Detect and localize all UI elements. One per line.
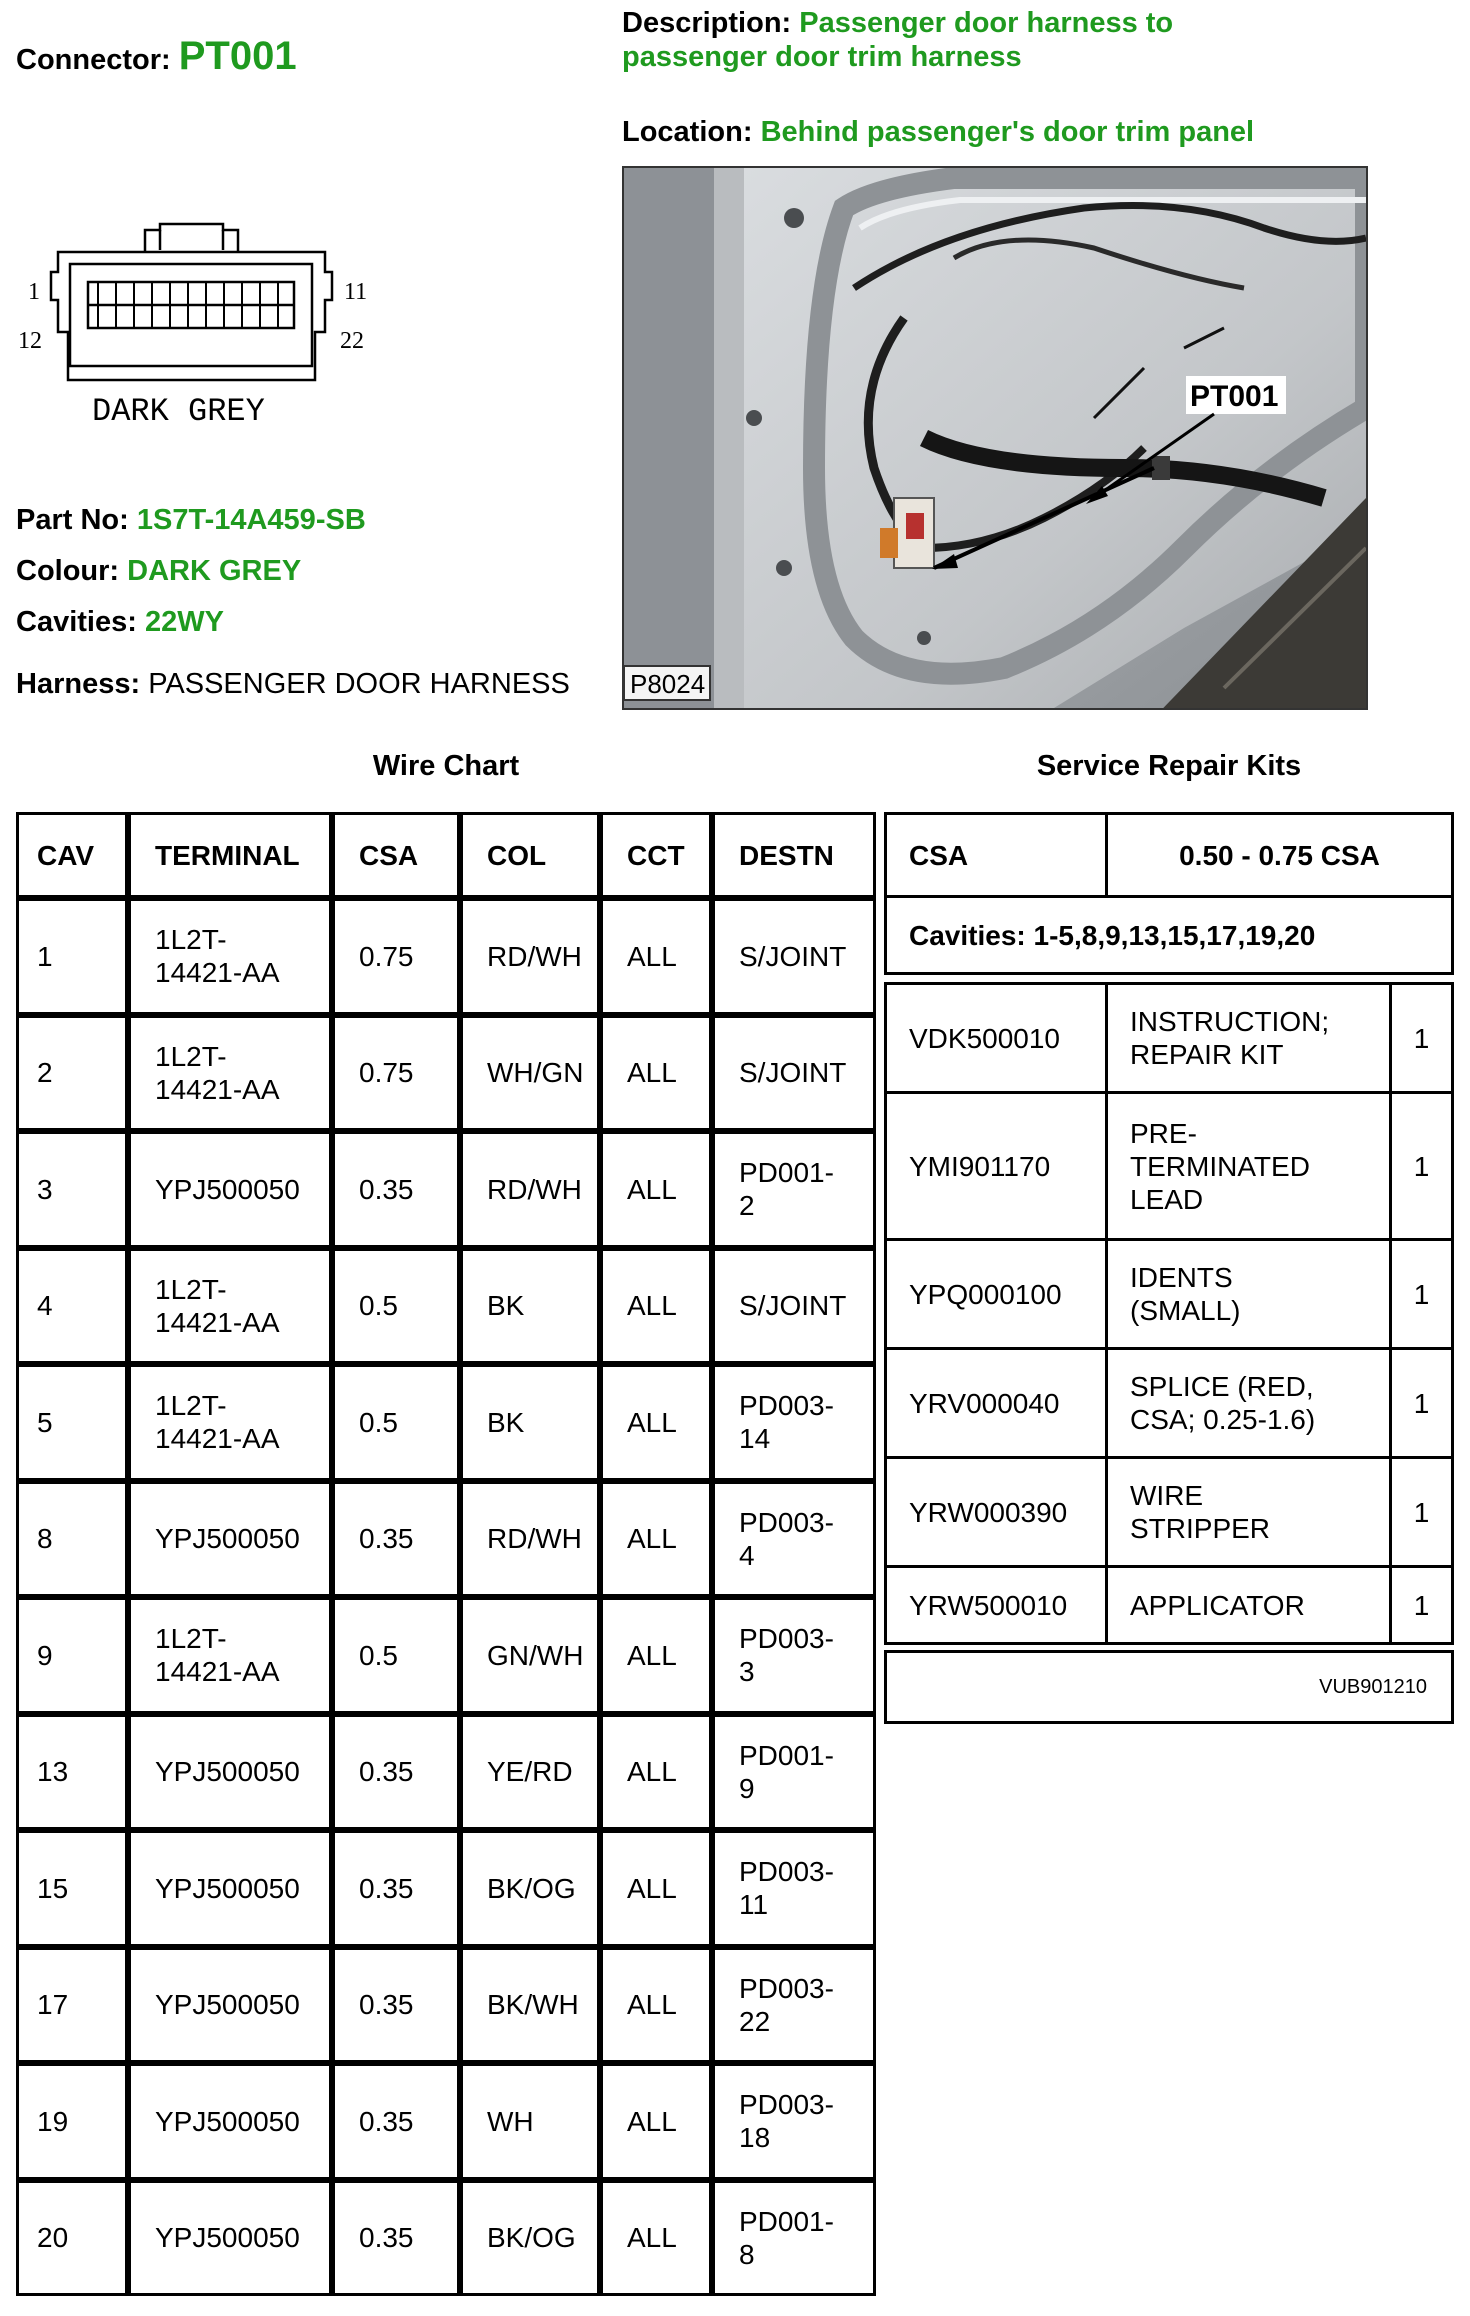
wire-chart-cell: [16, 2180, 128, 2297]
part-number-line: [16, 504, 366, 537]
cell-text: 1L2T- 14421-AA: [155, 1623, 280, 1688]
wire-chart-cell: [600, 1015, 712, 1132]
kit-item-description-text: PRE- TERMINATED LEAD: [1130, 1117, 1310, 1215]
cell-text: RD/WH: [487, 1523, 582, 1555]
cell-text: DESTN: [739, 839, 834, 871]
wire-chart-header-cell: [332, 812, 460, 898]
kit-item-code: YPQ000100: [909, 1278, 1062, 1310]
wire-chart-cell: [460, 1947, 600, 2064]
wire-chart-cell: [712, 898, 876, 1015]
harness-label: Harness:: [16, 668, 141, 700]
cell-text: YPJ500050: [155, 1173, 300, 1205]
wire-chart-cell: [600, 1714, 712, 1831]
cell-text: ALL: [627, 1639, 677, 1671]
connector-face-diagram: [10, 220, 380, 440]
cell-text: 0.35: [359, 1872, 414, 1904]
kit-item-description: [1105, 1350, 1389, 1456]
kit-item-code: YRW000390: [909, 1496, 1068, 1528]
wire-chart-cell: [460, 898, 600, 1015]
wire-chart-cell: [16, 1714, 128, 1831]
kit-item-code: YMI901170: [909, 1150, 1051, 1182]
kit-item-description-text: SPLICE (RED, CSA; 0.25-1.6): [1130, 1371, 1316, 1435]
cell-text: WH/GN: [487, 1057, 584, 1089]
wire-chart-cell: [332, 1248, 460, 1365]
cell-text: 0.5: [359, 1406, 398, 1438]
cavities-value: 22WY: [144, 606, 224, 638]
kit-item-row: [884, 1456, 1454, 1568]
wire-chart-cell: [460, 1364, 600, 1481]
cell-text: 15: [37, 1872, 69, 1904]
connector-code: PT001: [178, 34, 297, 78]
wire-chart-cell: [712, 1481, 876, 1598]
wire-chart-cell: [712, 2063, 876, 2180]
description-value: Passenger door harness to passenger door trim harness: [622, 7, 1174, 73]
cell-text: 0.75: [359, 1057, 414, 1089]
cavities-label: Cavities:: [16, 606, 137, 638]
photo-id-label: P8024: [630, 669, 706, 699]
connector-label: Connector:: [16, 44, 171, 76]
cell-text: 1: [37, 940, 53, 972]
cell-text: YPJ500050: [155, 1989, 300, 2021]
wire-chart-cell: [16, 1015, 128, 1132]
cell-text: 13: [37, 1756, 69, 1788]
wire-chart-cell: [600, 2063, 712, 2180]
kits-csa-label: CSA: [909, 839, 969, 871]
wire-chart-cell: [712, 1597, 876, 1714]
kit-item-quantity: 1: [1389, 1241, 1451, 1347]
cell-text: YPJ500050: [155, 2222, 300, 2254]
pin-label-22: 22: [340, 328, 364, 354]
wire-chart-cell: [332, 898, 460, 1015]
pin-label-1: 1: [28, 279, 40, 305]
cell-text: PD003- 14: [739, 1390, 834, 1455]
kits-csa-row: [884, 812, 1454, 898]
repair-kits-table: [884, 812, 1454, 1762]
description-label: Description:: [622, 7, 792, 39]
kit-item-description: [1105, 1241, 1389, 1347]
harness-line: [16, 668, 570, 701]
cell-text: PD003- 3: [739, 1623, 834, 1688]
location-label: Location:: [622, 116, 753, 148]
cell-text: S/JOINT: [739, 940, 847, 972]
cell-text: 1L2T- 14421-AA: [155, 1273, 280, 1338]
wire-chart-title: Wire Chart: [372, 750, 520, 782]
wire-chart-cell: [712, 1248, 876, 1365]
cell-text: PD003- 4: [739, 1506, 834, 1571]
cell-text: PD001- 8: [739, 2205, 834, 2270]
wire-chart-cell: [128, 1947, 332, 2064]
wire-chart-cell: [460, 1481, 600, 1598]
cell-text: 19: [37, 2105, 69, 2137]
colour-value: DARK GREY: [127, 555, 302, 587]
wire-chart-cell: [712, 1364, 876, 1481]
cell-text: 0.35: [359, 1173, 414, 1205]
cell-text: CCT: [627, 839, 685, 871]
pin-label-12: 12: [18, 328, 42, 354]
wire-chart-cell: [712, 2180, 876, 2297]
cell-text: BK/WH: [487, 1989, 579, 2021]
kit-item-description-text: APPLICATOR: [1130, 1589, 1305, 1621]
kit-item-description-text: INSTRUCTION; REPAIR KIT: [1130, 1006, 1330, 1070]
wire-chart-cell: [16, 1597, 128, 1714]
cell-text: 0.75: [359, 940, 414, 972]
cell-text: YPJ500050: [155, 2105, 300, 2137]
cell-text: ALL: [627, 1173, 677, 1205]
wire-chart-cell: [332, 1131, 460, 1248]
wire-chart-cell: [16, 898, 128, 1015]
kit-item-description: [1105, 1568, 1389, 1642]
cell-text: PD003- 11: [739, 1856, 834, 1921]
wire-chart-cell: [460, 1714, 600, 1831]
wire-chart-cell: [600, 1131, 712, 1248]
description-block: [622, 6, 1182, 74]
cell-text: S/JOINT: [739, 1290, 847, 1322]
wire-chart-cell: [16, 1131, 128, 1248]
wire-chart-cell: [128, 1248, 332, 1365]
cell-text: 3: [37, 1173, 53, 1205]
connector-colour-text: DARK GREY: [92, 393, 265, 430]
wire-chart-cell: [128, 1481, 332, 1598]
colour-line: [16, 555, 301, 588]
wire-chart-header-cell: [460, 812, 600, 898]
kit-item-quantity: 1: [1389, 1568, 1451, 1642]
cell-text: 2: [37, 1057, 53, 1089]
cell-text: 9: [37, 1639, 53, 1671]
cell-text: RD/WH: [487, 1173, 582, 1205]
wire-chart-cell: [712, 1830, 876, 1947]
wire-chart-cell: [128, 1830, 332, 1947]
cell-text: 0.35: [359, 1523, 414, 1555]
cell-text: PD003- 18: [739, 2089, 834, 2154]
wire-chart-cell: [600, 1830, 712, 1947]
wire-chart-cell: [460, 1597, 600, 1714]
wire-chart-cell: [332, 1481, 460, 1598]
wire-chart-cell: [460, 1015, 600, 1132]
location-line: [622, 116, 1254, 149]
cell-text: YPJ500050: [155, 1872, 300, 1904]
cell-text: 0.35: [359, 2105, 414, 2137]
wire-chart-cell: [16, 1947, 128, 2064]
wire-chart-cell: [600, 1481, 712, 1598]
cell-text: 1L2T- 14421-AA: [155, 1390, 280, 1455]
location-photo: [622, 166, 1368, 710]
connector-title: [16, 34, 297, 79]
cell-text: YE/RD: [487, 1756, 573, 1788]
wire-chart-cell: [332, 1597, 460, 1714]
cell-text: 0.35: [359, 1989, 414, 2021]
cell-text: TERMINAL: [155, 839, 300, 871]
kit-item-code: YRV000040: [909, 1387, 1060, 1419]
cell-text: BK: [487, 1290, 525, 1322]
wire-chart-cell: [16, 1830, 128, 1947]
wire-chart-cell: [600, 2180, 712, 2297]
cell-text: ALL: [627, 1406, 677, 1438]
cell-text: CSA: [359, 839, 419, 871]
wire-chart-cell: [128, 1364, 332, 1481]
wire-chart-cell: [16, 1364, 128, 1481]
wire-chart-cell: [460, 1830, 600, 1947]
kits-csa-value: 0.50 - 0.75 CSA: [1105, 815, 1451, 895]
kit-item-description-text: IDENTS (SMALL): [1130, 1262, 1241, 1326]
kits-cavities-row: Cavities: 1-5,8,9,13,15,17,19,20: [884, 895, 1454, 975]
wire-chart-cell: [332, 1947, 460, 2064]
cell-text: ALL: [627, 2222, 677, 2254]
cell-text: 1L2T- 14421-AA: [155, 1040, 280, 1105]
wire-chart-cell: [332, 1364, 460, 1481]
cell-text: 1L2T- 14421-AA: [155, 924, 280, 989]
wire-chart-cell: [332, 2180, 460, 2297]
kit-item-code: YRW500010: [909, 1589, 1068, 1621]
wire-chart-cell: [600, 1947, 712, 2064]
cell-text: RD/WH: [487, 940, 582, 972]
wire-chart-cell: [128, 1131, 332, 1248]
cell-text: GN/WH: [487, 1639, 584, 1671]
wire-chart-cell: [128, 2180, 332, 2297]
kits-footer-row: VUB901210: [884, 1650, 1454, 1724]
kit-item-row: [884, 1565, 1454, 1645]
door-panel-photo: [624, 168, 1366, 708]
kit-item-row: [884, 1238, 1454, 1350]
cell-text: ALL: [627, 1872, 677, 1904]
cell-text: 20: [37, 2222, 69, 2254]
wire-chart-header-cell: [600, 812, 712, 898]
wire-chart-header-cell: [128, 812, 332, 898]
wire-chart-cell: [16, 1248, 128, 1365]
wire-chart-cell: [332, 1015, 460, 1132]
kit-item-description: [1105, 985, 1389, 1091]
cell-text: PD003- 22: [739, 1972, 834, 2037]
wire-chart-cell: [128, 1015, 332, 1132]
colour-label: Colour:: [16, 555, 120, 587]
kit-item-description: [1105, 1459, 1389, 1565]
kit-item-quantity: 1: [1389, 1459, 1451, 1565]
kit-item-code: VDK500010: [909, 1022, 1061, 1054]
wire-chart-cell: [712, 1947, 876, 2064]
kit-item-row: [884, 1347, 1454, 1459]
part-number-label: Part No:: [16, 504, 129, 536]
cell-text: 5: [37, 1406, 53, 1438]
kit-item-quantity: 1: [1389, 1094, 1451, 1238]
harness-value: PASSENGER DOOR HARNESS: [148, 668, 570, 700]
wire-chart-cell: [128, 2063, 332, 2180]
cell-text: 0.5: [359, 1290, 398, 1322]
kit-item-row: [884, 982, 1454, 1094]
kit-item-quantity: 1: [1389, 1350, 1451, 1456]
wire-chart-cell: [16, 2063, 128, 2180]
wire-chart-cell: [128, 898, 332, 1015]
wire-chart-cell: [460, 1248, 600, 1365]
cell-text: 17: [37, 1989, 69, 2021]
cell-text: YPJ500050: [155, 1523, 300, 1555]
wire-chart-cell: [712, 1714, 876, 1831]
wire-chart-cell: [600, 1364, 712, 1481]
wire-chart-cell: [460, 2180, 600, 2297]
cell-text: BK/OG: [487, 1872, 576, 1904]
kit-item-quantity: 1: [1389, 985, 1451, 1091]
wire-chart-header-cell: [712, 812, 876, 898]
cell-text: COL: [487, 839, 547, 871]
cell-text: PD001- 2: [739, 1157, 834, 1222]
wire-chart-cell: [16, 1481, 128, 1598]
cell-text: 0.5: [359, 1639, 398, 1671]
cell-text: ALL: [627, 1523, 677, 1555]
wire-chart-cell: [128, 1597, 332, 1714]
cell-text: BK: [487, 1406, 525, 1438]
cell-text: ALL: [627, 1057, 677, 1089]
wire-chart-cell: [712, 1015, 876, 1132]
wire-chart-cell: [600, 1597, 712, 1714]
wire-chart-cell: [332, 1714, 460, 1831]
kit-item-description: [1105, 1094, 1389, 1238]
wire-chart-table: [16, 812, 876, 2302]
wire-chart-cell: [128, 1714, 332, 1831]
pin-label-11: 11: [344, 279, 368, 305]
cell-text: 0.35: [359, 2222, 414, 2254]
repair-kits-title: Service Repair Kits: [1036, 750, 1302, 782]
wire-chart-cell: [712, 1131, 876, 1248]
kit-item-description-text: WIRE STRIPPER: [1130, 1480, 1271, 1544]
cell-text: CAV: [37, 839, 95, 871]
cell-text: S/JOINT: [739, 1057, 847, 1089]
wire-chart-cell: [460, 1131, 600, 1248]
cell-text: ALL: [627, 940, 677, 972]
wire-chart-header-cell: [16, 812, 128, 898]
cell-text: 4: [37, 1290, 53, 1322]
cell-text: ALL: [627, 1756, 677, 1788]
cell-text: PD001- 9: [739, 1739, 834, 1804]
photo-callout-label: PT001: [1190, 380, 1279, 413]
cavities-line: [16, 606, 224, 639]
cell-text: ALL: [627, 1989, 677, 2021]
wire-chart-cell: [600, 1248, 712, 1365]
wire-chart-cell: [332, 1830, 460, 1947]
kit-item-row: [884, 1091, 1454, 1241]
cell-text: WH: [487, 2105, 534, 2137]
wire-chart-cell: [460, 2063, 600, 2180]
location-value: Behind passenger's door trim panel: [760, 116, 1255, 148]
wire-chart-cell: [332, 2063, 460, 2180]
part-number-value: 1S7T-14A459-SB: [136, 504, 366, 536]
cell-text: ALL: [627, 2105, 677, 2137]
wire-chart-cell: [600, 898, 712, 1015]
cell-text: 8: [37, 1523, 53, 1555]
cell-text: 0.35: [359, 1756, 414, 1788]
cell-text: ALL: [627, 1290, 677, 1322]
cell-text: YPJ500050: [155, 1756, 300, 1788]
cell-text: BK/OG: [487, 2222, 576, 2254]
